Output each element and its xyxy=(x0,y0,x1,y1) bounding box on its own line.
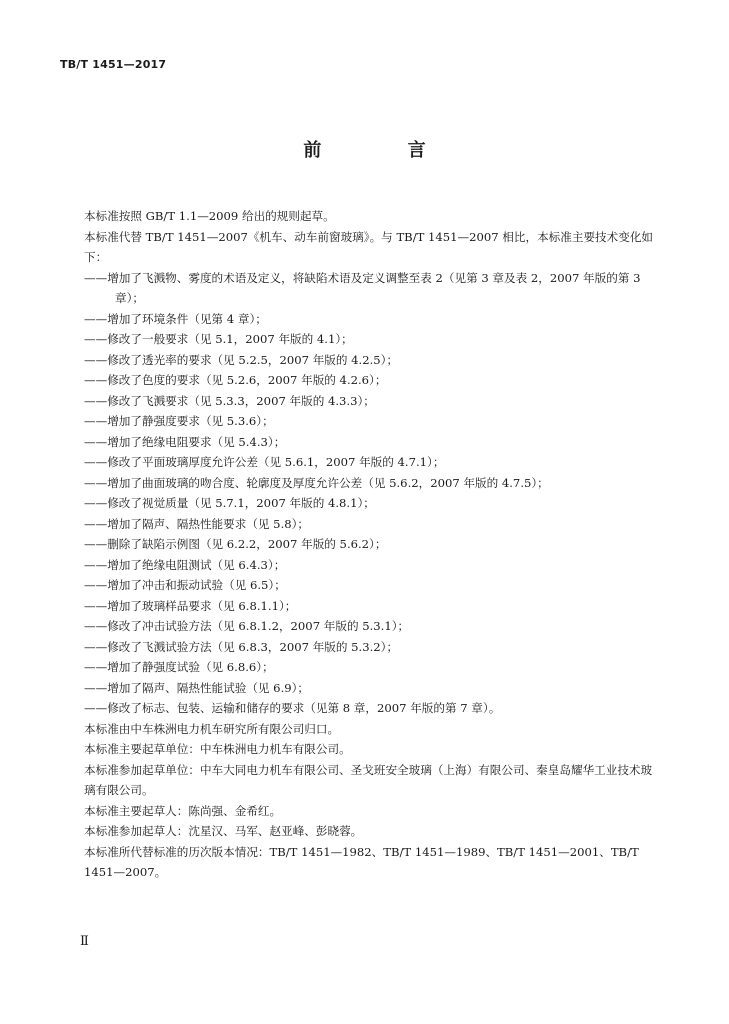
list-item: ——增加了环境条件（见第 4 章）； xyxy=(84,311,267,326)
list-item: ——增加了静强度试验（见 6.8.6）； xyxy=(84,660,274,674)
list-item: ——增加了隔声、隔热性能要求（见 5.8）； xyxy=(84,516,310,531)
paragraph-main-drafter-unit: 本标准主要起草单位：中车株洲电力机车有限公司。 xyxy=(84,742,351,756)
list-item: ——增加了冲击和振动试验（见 6.5）； xyxy=(84,578,286,592)
list-item: ——增加了曲面玻璃的吻合度、轮廓度及厚度允许公差（见 5.6.2，2007 年版的 4.7.5）； xyxy=(84,475,549,490)
list-item: ——修改了透光率的要求（见 5.2.5，2007 年版的 4.2.5）； xyxy=(84,352,399,367)
paragraph-participating-drafters: 本标准参加起草人：沈星汉、马军、赵亚峰、彭晓蓉。 xyxy=(84,824,363,838)
list-item: ——修改了视觉质量（见 5.7.1，2007 年版的 4.8.1）； xyxy=(84,496,375,510)
list-item: ——增加了绝缘电阻要求（见 5.4.3）； xyxy=(84,434,286,449)
list-item: ——修改了标志、包装、运输和储存的要求（见第 8 章，2007 年版的第 7 章）。 xyxy=(84,701,501,715)
list-item: ——增加了飞溅物、雾度的术语及定义，将缺陷术语及定义调整至表 2（见第 3 章及表 2，2007 年版的第 3 章）； xyxy=(84,270,641,305)
page-title: 前 言 xyxy=(303,140,466,161)
list-item: ——删除了缺陷示例图（见 6.2.2，2007 年版的 5.6.2）； xyxy=(84,537,387,551)
page-number: Ⅱ xyxy=(80,934,89,949)
standard-code-header: TB/T 1451—2017 xyxy=(60,58,167,71)
paragraph-replaces: 本标准代替 TB/T 1451—2007《机车、动车前窗玻璃》。与 TB/T 1451—2007 相比，本标准主要技术变化如下： xyxy=(84,229,654,264)
paragraph-drafting-rule: 本标准按照 GB/T 1.1—2009 给出的规则起草。 xyxy=(84,209,335,223)
foreword-body xyxy=(62,206,660,883)
paragraph-centralized: 本标准由中车株洲电力机车研究所有限公司归口。 xyxy=(84,721,340,736)
changes-list xyxy=(62,268,660,719)
list-item: ——增加了静强度要求（见 5.3.6）； xyxy=(84,414,274,428)
list-item: ——增加了绝缘电阻测试（见 6.4.3）； xyxy=(84,557,286,572)
paragraph-participating-units: 本标准参加起草单位：中车大同电力机车有限公司、圣戈班安全玻璃（上海）有限公司、秦皇岛耀华工业技术玻璃有限公司。 xyxy=(84,762,653,797)
list-item: ——修改了冲击试验方法（见 6.8.1.2，2007 年版的 5.3.1）； xyxy=(84,619,410,633)
list-item: ——修改了飞溅试验方法（见 6.8.3，2007 年版的 5.3.2）； xyxy=(84,639,399,654)
paragraph-main-drafters: 本标准主要起草人：陈尚强、金希红。 xyxy=(84,803,282,818)
list-item: ——修改了飞溅要求（见 5.3.3，2007 年版的 4.3.3）； xyxy=(84,393,375,408)
paragraph-version-history: 本标准所代替标准的历次版本情况：TB/T 1451—1982、TB/T 1451—1989、TB/T 1451—2001、TB/T 1451—2007。 xyxy=(84,844,639,879)
list-item: ——修改了色度的要求（见 5.2.6，2007 年版的 4.2.6）； xyxy=(84,373,387,387)
list-item: ——修改了平面玻璃厚度允许公差（见 5.6.1，2007 年版的 4.7.1）； xyxy=(84,455,445,469)
list-item: ——修改了一般要求（见 5.1，2007 年版的 4.1）； xyxy=(84,332,353,346)
list-item: ——增加了隔声、隔热性能试验（见 6.9）； xyxy=(84,680,310,695)
list-item: ——增加了玻璃样品要求（见 6.8.1.1）； xyxy=(84,598,297,613)
